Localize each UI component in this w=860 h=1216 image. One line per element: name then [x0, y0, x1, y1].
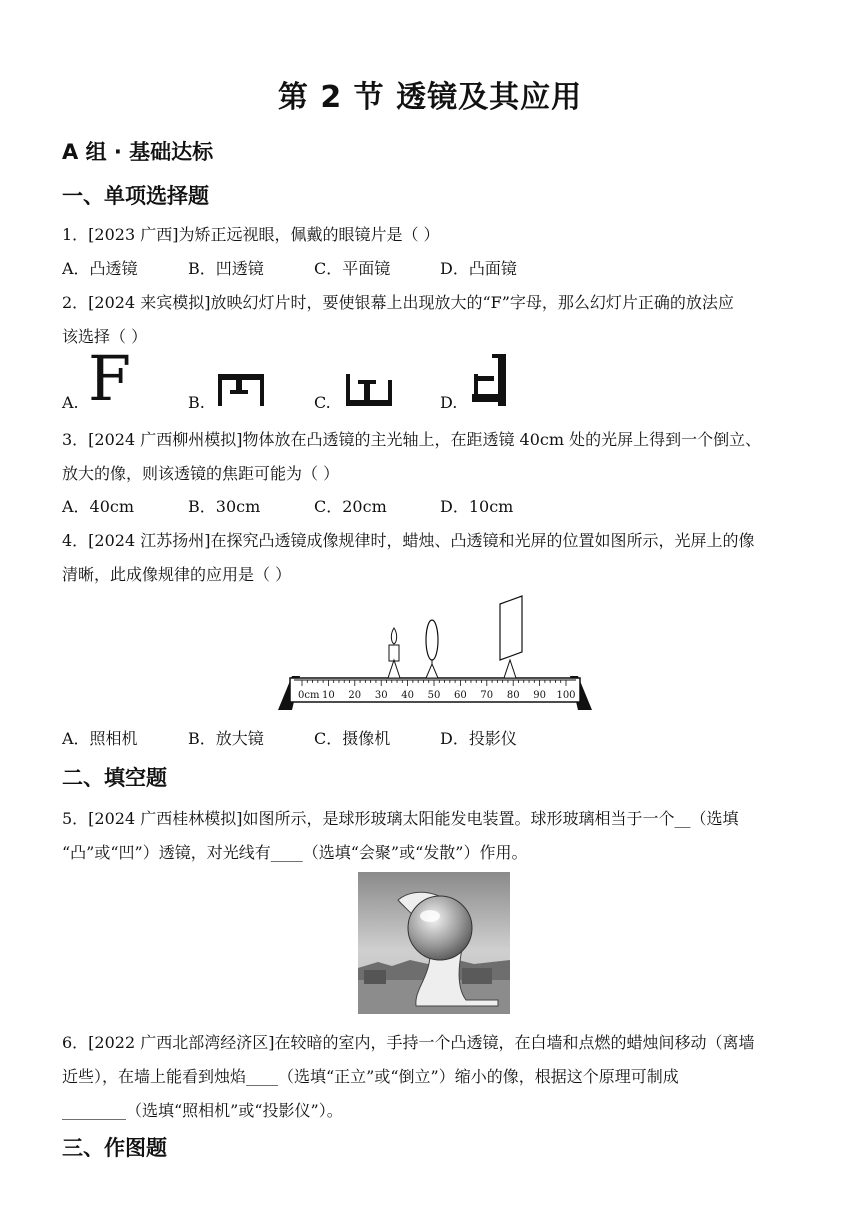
ruler-label: 100 — [556, 690, 576, 701]
q1-option-c: C．平面镜 — [314, 259, 391, 278]
question-3-line-2: 放大的像，则该透镜的焦距可能为（ ） — [62, 464, 340, 483]
solar-glass-sphere-photo — [358, 872, 510, 1014]
ruler-label: 50 — [427, 690, 441, 701]
q2-option-c-figure — [344, 370, 394, 410]
section-heading-fill-in: 二、填空题 — [62, 766, 167, 790]
question-6-line-3: ________（选填“照相机”或“投影仪”）。 — [62, 1101, 343, 1120]
question-2-line-2: 该选择（ ） — [62, 327, 148, 346]
q4-option-a: A．照相机 — [62, 729, 138, 748]
q4-option-c: C．摄像机 — [314, 729, 391, 748]
q3-option-a: A．40cm — [62, 497, 135, 516]
q2-option-b-letter: B. — [188, 393, 205, 412]
ruler-label: 30 — [374, 690, 388, 701]
ruler-label: 10 — [322, 690, 335, 701]
ruler-label: 60 — [454, 690, 467, 701]
light-screen — [500, 596, 522, 678]
q3-option-c: C．20cm — [314, 497, 387, 516]
question-2-line-1: 2．[2024 来宾模拟]放映幻灯片时，要使银幕上出现放大的“F”字母，那么幻灯片正确的放法应 — [62, 293, 734, 312]
group-label: A 组 · 基础达标 — [62, 140, 214, 164]
q1-option-b: B．凹透镜 — [188, 259, 264, 278]
ruler-label: 70 — [480, 690, 494, 701]
section-heading-drawing: 三、作图题 — [62, 1136, 167, 1160]
q4-option-d: D．投影仪 — [440, 729, 517, 748]
q2-option-a-glyph: F — [88, 342, 132, 415]
q2-option-d-figure — [470, 352, 514, 408]
ruler-label: 90 — [533, 690, 546, 701]
optical-bench-figure — [270, 590, 600, 715]
question-4-line-1: 4．[2024 江苏扬州]在探究凸透镜成像规律时，蜡烛、凸透镜和光屏的位置如图所示，光屏上的像 — [62, 531, 755, 550]
question-6-line-1: 6．[2022 广西北部湾经济区]在较暗的室内，手持一个凸透镜，在白墙和点燃的蜡烛间移动（离墙 — [62, 1033, 755, 1052]
q4-option-b: B．放大镜 — [188, 729, 264, 748]
q2-option-d-letter: D. — [440, 393, 458, 412]
question-6-line-2: 近些），在墙上能看到烛焰____（选填“正立”或“倒立”）缩小的像，根据这个原理可制成 — [62, 1067, 679, 1086]
q2-option-a-letter: A. — [62, 393, 79, 412]
section-heading-single-choice: 一、单项选择题 — [62, 184, 209, 208]
ruler-label: 0cm — [298, 690, 320, 701]
question-5-line-1: 5．[2024 广西桂林模拟]如图所示，是球形玻璃太阳能发电装置。球形玻璃相当于一个__（选填 — [62, 809, 739, 828]
page-title: 第 2 节 透镜及其应用 — [277, 80, 583, 115]
ruler-label: 40 — [401, 690, 414, 701]
q3-option-b: B．30cm — [188, 497, 261, 516]
q2-option-b-figure — [216, 370, 266, 410]
ruler-label: 20 — [348, 690, 362, 701]
ruler-label: 80 — [506, 690, 520, 701]
question-4-line-2: 清晰，此成像规律的应用是（ ） — [62, 565, 292, 584]
candle — [388, 628, 400, 678]
q2-option-c-letter: C. — [314, 393, 331, 412]
q1-option-d: D．凸面镜 — [440, 259, 517, 278]
question-5-line-2: “凸”或“凹”）透镜，对光线有____（选填“会聚”或“发散”）作用。 — [62, 843, 528, 862]
q1-option-a: A．凸透镜 — [62, 259, 138, 278]
q3-option-d: D．10cm — [440, 497, 514, 516]
question-3-line-1: 3．[2024 广西柳州模拟]物体放在凸透镜的主光轴上，在距透镜 40cm 处的光屏上得到一个倒立、 — [62, 430, 762, 449]
convex-lens — [426, 620, 438, 678]
question-1-text: 1．[2023 广西]为矫正远视眼，佩戴的眼镜片是（ ） — [62, 225, 440, 244]
